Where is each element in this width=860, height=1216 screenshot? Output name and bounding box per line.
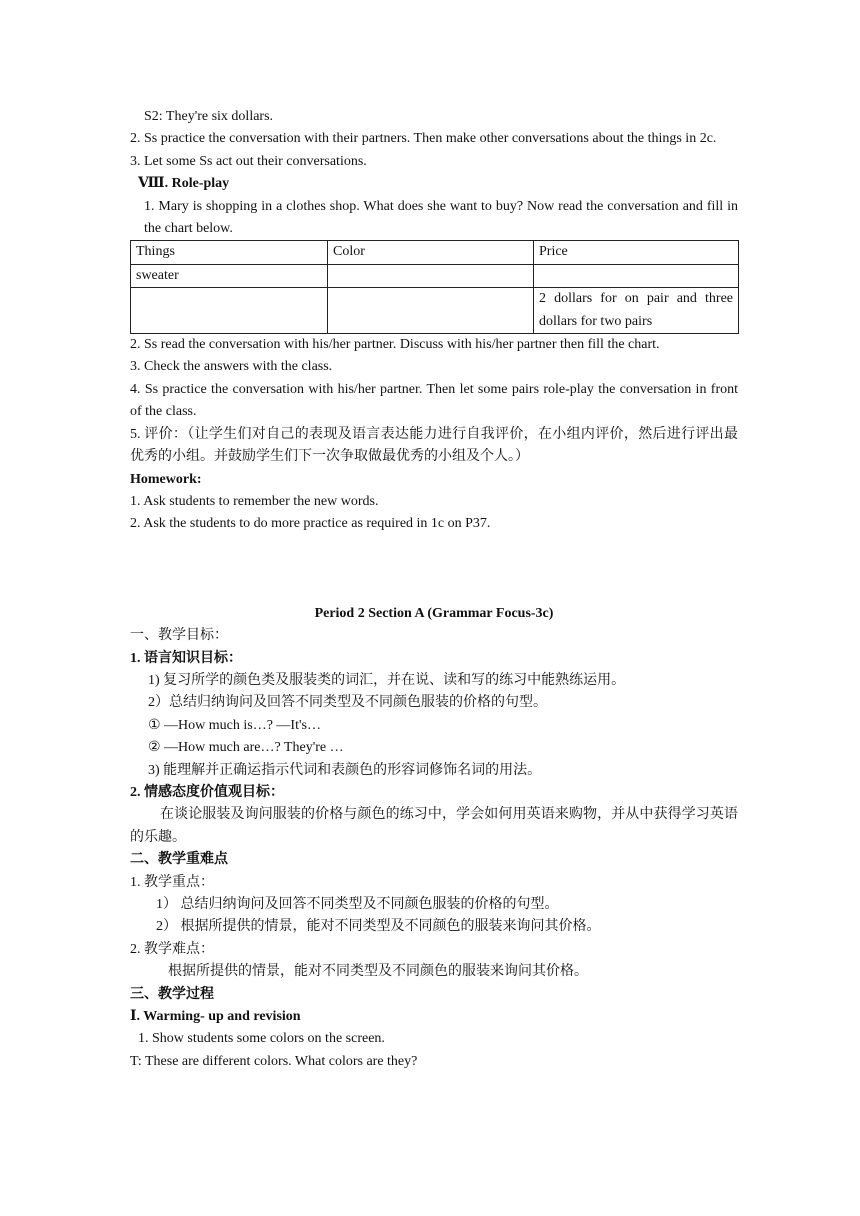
dialog-line: T: These are different colors. What colors are they? <box>130 1053 418 1069</box>
table-cell <box>328 264 534 287</box>
section-heading: 一、教学目标： <box>130 628 228 644</box>
subsection-heading: 1. 教学重点： <box>130 874 214 890</box>
roleplay-chart <box>130 240 739 334</box>
list-item: ② —How much are…? They're … <box>148 740 344 756</box>
table-cell: sweater <box>131 264 328 287</box>
evaluation-text: 5. 评价：（让学生们对自己的表现及语言表达能力进行自我评价，在小组内评价，然后进行评出最优秀的小组。并鼓励学生们下一次争取做最优秀的小组及个人。） <box>130 426 738 465</box>
spacer <box>130 536 738 603</box>
list-item: 1） 总结归纳询问及回答不同类型及不同颜色服装的价格的句型。 <box>156 897 559 912</box>
list-item: 2）总结归纳询问及回答不同类型及不同颜色服装的价格的句型。 <box>148 695 547 711</box>
step-text: 2. Ss practice the conversation with their partners. Then make other conversations about the things in 2c. <box>130 131 717 147</box>
table-cell <box>328 288 534 334</box>
homework-item: 1. Ask students to remember the new words. <box>130 493 379 509</box>
step-text: 3. Let some Ss act out their conversations. <box>130 153 367 169</box>
step-text: 4. Ss practice the conversation with his/her partner. Then let some pairs role-play the conversation in front of the class. <box>130 381 738 420</box>
table-cell: 2 dollars for on pair and three dollars for two pairs <box>534 288 739 334</box>
section-heading: 三、教学过程 <box>130 986 214 1002</box>
period-title: Period 2 Section A (Grammar Focus-3c) <box>314 605 554 621</box>
subsection-heading: 2. 情感态度价值观目标： <box>130 784 284 800</box>
homework-heading: Homework: <box>130 471 202 487</box>
subsection-heading: 2. 教学难点： <box>130 941 214 957</box>
list-item: 1) 复习所学的颜色类及服装类的词汇，并在说、读和写的练习中能熟练运用。 <box>148 672 626 688</box>
list-item: 3) 能理解并正确运指示代词和表颜色的形容词修饰名词的用法。 <box>148 762 542 778</box>
list-item: 根据所提供的情景，能对不同类型及不同颜色的服装来询问其价格。 <box>168 964 588 980</box>
section-heading: Ⅷ. Role-play <box>138 176 230 192</box>
dialog-line: S2: They're six dollars. <box>144 109 274 124</box>
list-item: ① —How much is…? —It's… <box>148 717 321 733</box>
subsection-heading: 1. 语言知识目标： <box>130 650 242 666</box>
table-header-row <box>131 241 739 264</box>
table-row <box>131 264 739 287</box>
step-text: 1. Mary is shopping in a clothes shop. What does she want to buy? Now read the conversation and fill in the chart below. <box>144 198 738 237</box>
paragraph: 在谈论服装及询问服装的价格与颜色的练习中，学会如何用英语来购物，并从中获得学习英语的乐趣。 <box>130 807 738 845</box>
section-heading: 二、教学重难点 <box>130 852 228 868</box>
table-header-cell: Things <box>131 241 328 264</box>
table-header-cell: Color <box>328 241 534 264</box>
table-row <box>131 288 739 334</box>
table-header-cell: Price <box>534 241 739 264</box>
step-text: 2. Ss read the conversation with his/her partner. Discuss with his/her partner then fill the chart. <box>130 337 660 353</box>
table-cell <box>131 288 328 334</box>
list-item: 2） 根据所提供的情景，能对不同类型及不同颜色的服装来询问其价格。 <box>156 919 601 935</box>
step-text: 3. Check the answers with the class. <box>130 359 333 375</box>
table-cell <box>534 264 739 287</box>
document-page <box>130 106 738 1073</box>
step-text: 1. Show students some colors on the screen. <box>138 1031 385 1047</box>
homework-item: 2. Ask the students to do more practice as required in 1c on P37. <box>130 516 491 532</box>
section-heading: Ⅰ. Warming- up and revision <box>130 1009 301 1025</box>
